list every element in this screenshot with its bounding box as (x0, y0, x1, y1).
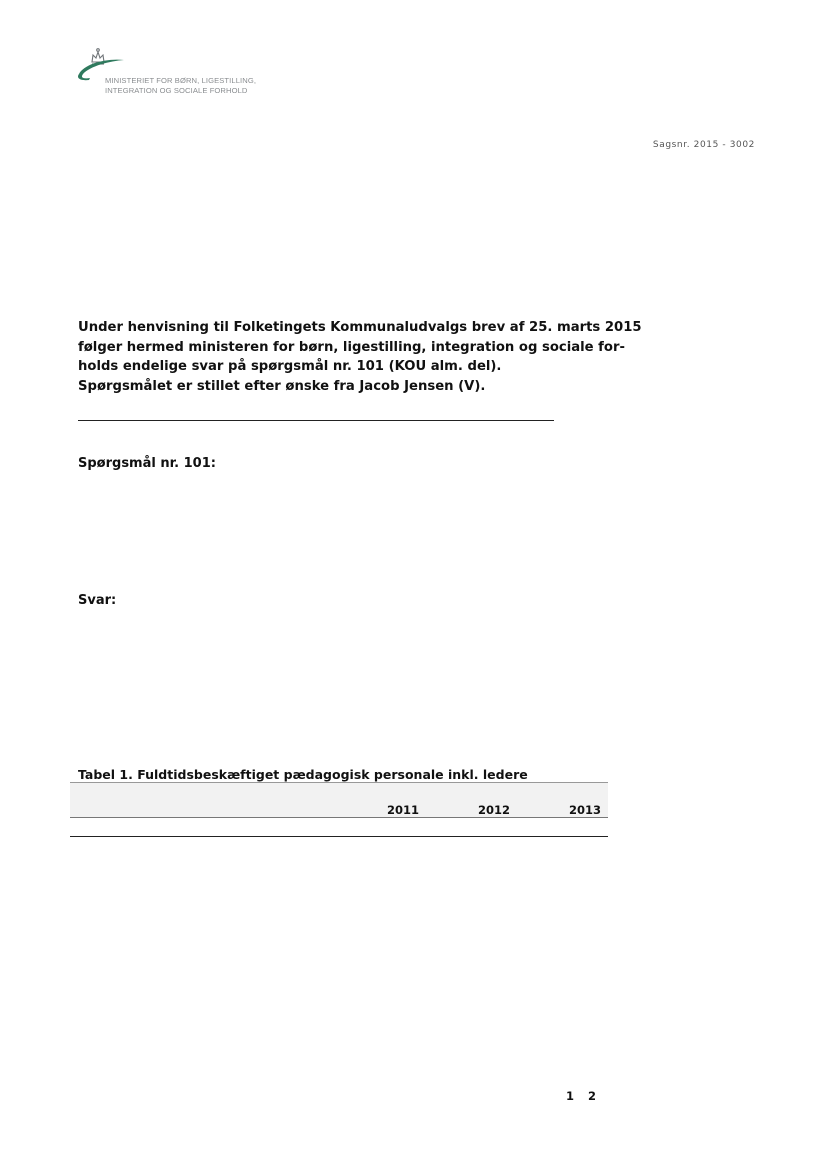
table-header-row (70, 782, 608, 818)
page-numbers (566, 1089, 610, 1103)
ministry-name-line2: INTEGRATION OG SOCIALE FORHOLD (105, 86, 248, 95)
answer-heading: Svar: (78, 593, 117, 608)
ministry-logo (76, 44, 276, 98)
table-column-header: 2012 (477, 803, 510, 817)
table-column-header: 2013 (568, 803, 601, 817)
intro-line: Under henvisning til Folketingets Kommunaludvalgs brev af 25. marts 2015 (78, 320, 642, 335)
intro-line: følger hermed ministeren for børn, ligestilling, integration og sociale for- (78, 339, 625, 355)
question-heading: Spørgsmål nr. 101: (78, 456, 216, 471)
table-title: Tabel 1. Fuldtidsbeskæftiget pædagogisk personale inkl. ledere (78, 767, 528, 782)
intro-line: holds endelige svar på spørgsmål nr. 101 (KOU alm. del). (78, 359, 502, 375)
page-number: 1 (566, 1089, 575, 1103)
ministry-name-line1: MINISTERIET FOR BØRN, LIGESTILLING, (105, 76, 257, 85)
intro-line: Spørgsmålet er stillet efter ønske fra Jacob Jensen (V). (78, 378, 486, 394)
divider-line (78, 420, 554, 421)
table-body (70, 817, 608, 837)
page-number: 2 (588, 1089, 597, 1103)
ministry-name (105, 76, 285, 96)
intro-paragraph (78, 318, 642, 396)
case-number: Sagsnr. 2015 - 3002 (652, 140, 755, 150)
table-column-header: 2011 (386, 803, 419, 817)
